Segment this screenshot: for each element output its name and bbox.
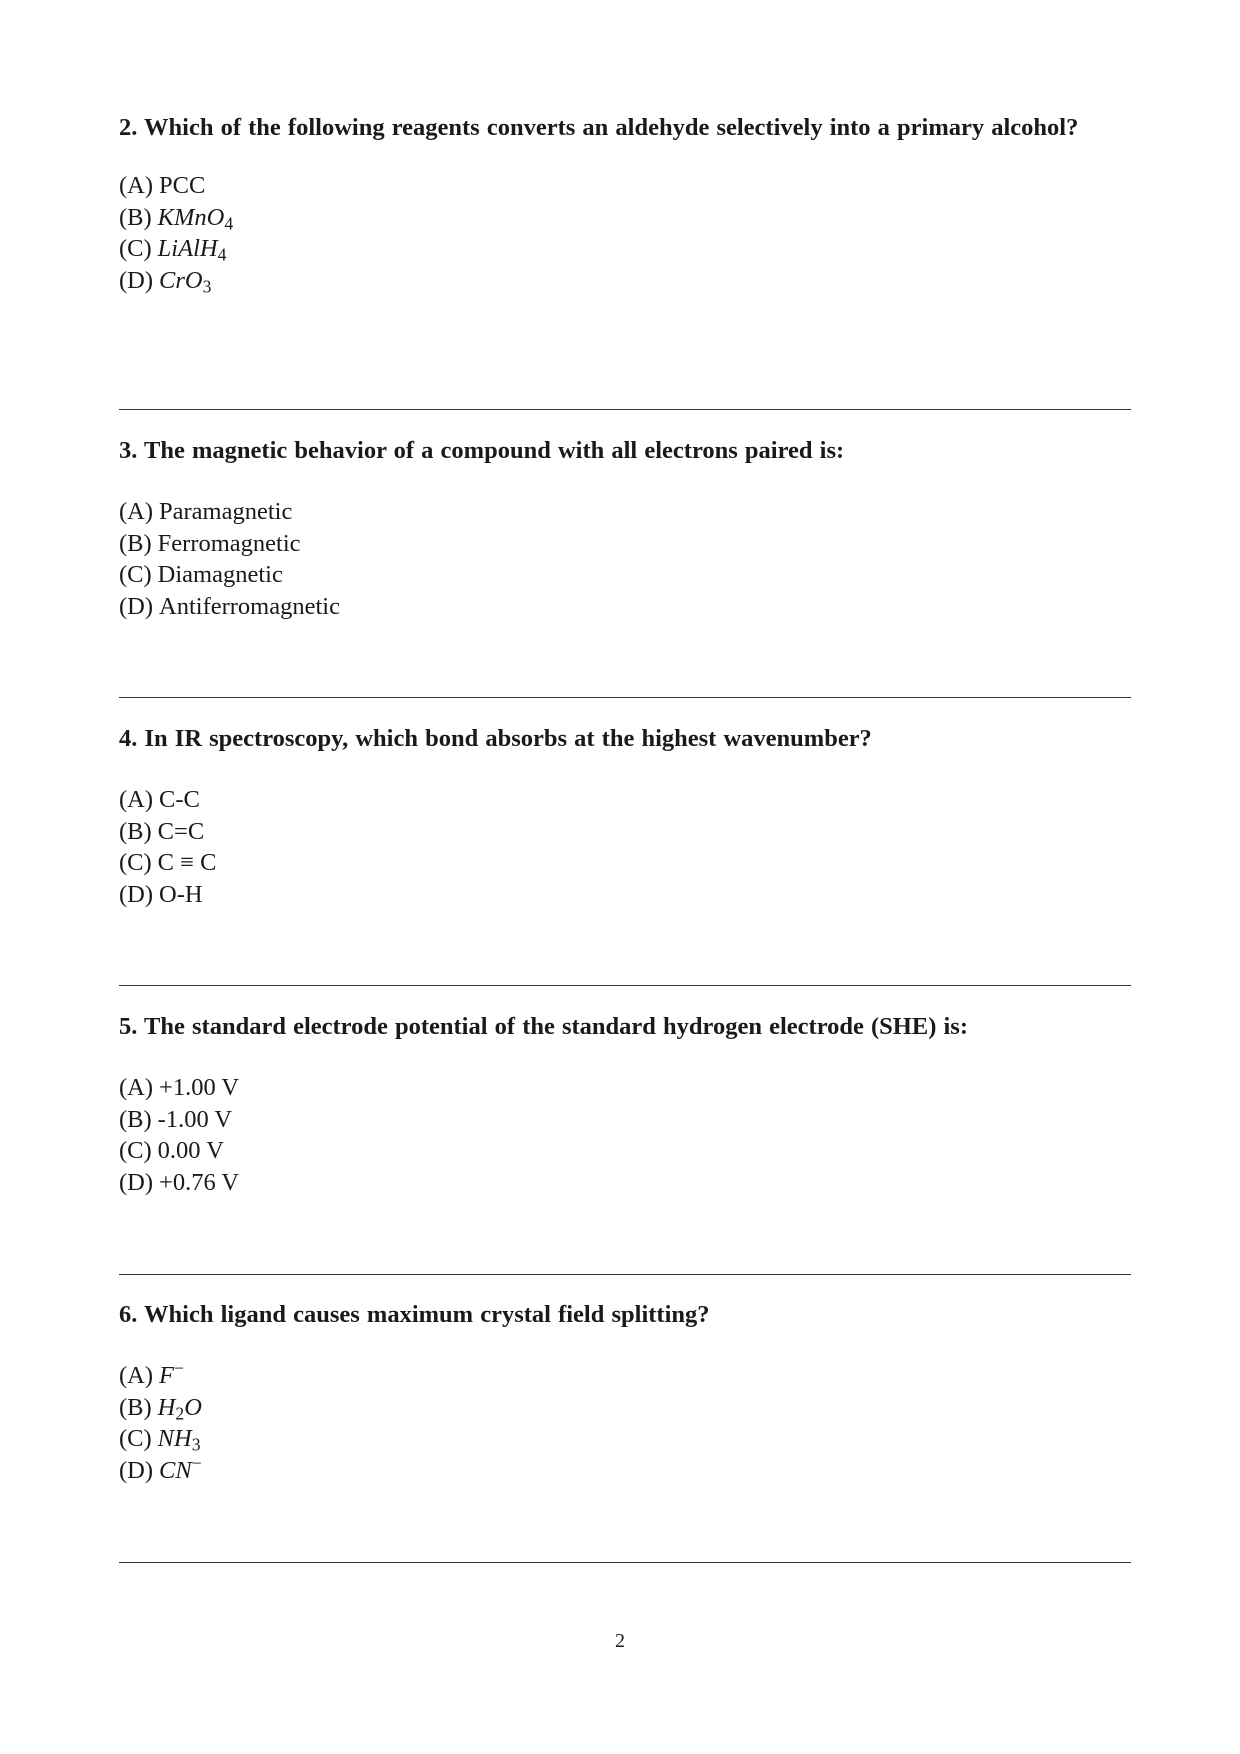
option-answer	[159, 1074, 239, 1101]
option-answer	[159, 1169, 239, 1196]
option-letter: (A)	[119, 172, 154, 199]
question-text: 3. The magnetic behavior of a compound with all electrons paired is:	[119, 437, 845, 464]
answer-text: C ≡ C	[157, 849, 217, 876]
option-answer	[158, 204, 234, 231]
superscript: −	[191, 1452, 202, 1473]
answer-text: O-H	[159, 880, 203, 908]
option-c	[119, 1423, 1131, 1455]
answer-text: +1.00 V	[159, 1074, 240, 1101]
subscript: 2	[175, 1402, 185, 1423]
divider	[119, 409, 1131, 410]
subscript: 3	[191, 1434, 201, 1455]
option-letter: (C)	[119, 1137, 152, 1164]
option-letter: (A)	[119, 786, 154, 813]
option-letter: (C)	[119, 1425, 152, 1452]
option-letter: (D)	[119, 1168, 154, 1196]
option-letter: (A)	[119, 498, 154, 525]
superscript: −	[173, 1358, 184, 1379]
option-b	[119, 816, 1131, 848]
answer-text: CrO	[159, 266, 203, 294]
option-answer	[159, 881, 203, 908]
option-letter: (B)	[119, 1105, 152, 1133]
option-answer	[158, 561, 283, 588]
divider	[119, 697, 1131, 698]
answer-text: +0.76 V	[159, 1168, 240, 1196]
option-letter: (C)	[119, 849, 152, 876]
question-text: 6. Which ligand causes maximum crystal field splitting?	[119, 1301, 710, 1328]
options-list	[119, 170, 1131, 296]
answer-text: Diamagnetic	[157, 561, 283, 588]
subscript: 3	[202, 275, 212, 296]
divider	[119, 985, 1131, 986]
option-answer	[159, 267, 211, 294]
question-text: 4. In IR spectroscopy, which bond absorbs at the highest wavenumber?	[119, 725, 872, 752]
option-d	[119, 591, 1131, 623]
option-letter: (D)	[119, 1456, 154, 1484]
option-answer	[157, 1425, 201, 1455]
question-4	[119, 724, 1131, 910]
answer-text: Ferromagnetic	[157, 529, 301, 557]
option-answer	[159, 786, 200, 813]
answer-text: LiAlH	[157, 235, 218, 262]
option-answer	[159, 593, 340, 620]
answer-text: F	[159, 1362, 174, 1389]
options-list	[119, 496, 1131, 622]
option-letter: (B)	[119, 817, 152, 845]
answer-text: Paramagnetic	[159, 498, 293, 525]
divider	[119, 1562, 1131, 1563]
answer-text: Antiferromagnetic	[159, 592, 340, 620]
question-text: 2. Which of the following reagents converts an aldehyde selectively into a primary alcohol?	[119, 114, 1079, 141]
option-answer	[158, 818, 205, 845]
option-a	[119, 496, 1131, 528]
answer-text: H	[157, 1393, 176, 1421]
answer-text: -1.00 V	[157, 1105, 233, 1133]
question-2	[119, 113, 1131, 296]
question-5	[119, 1012, 1131, 1198]
options-list	[119, 784, 1131, 910]
option-b	[119, 1104, 1131, 1136]
subscript: 4	[224, 212, 234, 233]
option-letter: (B)	[119, 203, 152, 231]
option-b	[119, 202, 1131, 234]
option-d	[119, 265, 1131, 297]
option-a	[119, 170, 1131, 202]
question-3	[119, 436, 1131, 622]
subscript: 4	[217, 244, 227, 265]
option-c	[119, 847, 1131, 879]
answer-text: CN	[159, 1456, 192, 1484]
option-d	[119, 1452, 1131, 1487]
question-6	[119, 1300, 1131, 1486]
option-letter: (A)	[119, 1074, 154, 1101]
option-c	[119, 1135, 1131, 1167]
option-d	[119, 879, 1131, 911]
answer-text: PCC	[159, 172, 206, 199]
answer-text: KMnO	[157, 203, 225, 231]
option-letter: (D)	[119, 592, 154, 620]
option-b	[119, 1392, 1131, 1424]
option-letter: (D)	[119, 880, 154, 908]
answer-text: C-C	[159, 786, 200, 813]
option-answer	[158, 1394, 202, 1421]
option-b	[119, 528, 1131, 560]
option-answer	[158, 1106, 232, 1133]
option-letter: (B)	[119, 1393, 152, 1421]
option-a	[119, 784, 1131, 816]
answer-text: NH	[157, 1425, 192, 1452]
option-letter: (B)	[119, 529, 152, 557]
option-c	[119, 559, 1131, 591]
option-answer	[158, 530, 301, 557]
divider	[119, 1274, 1131, 1275]
option-letter: (C)	[119, 561, 152, 588]
page-number: 2	[615, 1630, 625, 1652]
option-answer	[159, 172, 205, 199]
option-a	[119, 1072, 1131, 1104]
option-answer	[159, 1452, 202, 1484]
options-list	[119, 1072, 1131, 1198]
option-answer	[159, 498, 292, 525]
option-answer	[159, 1358, 184, 1389]
answer-text: O	[184, 1393, 202, 1421]
answer-text: C=C	[157, 817, 205, 845]
option-letter: (A)	[119, 1362, 154, 1389]
option-c	[119, 233, 1131, 265]
question-text: 5. The standard electrode potential of the standard hydrogen electrode (SHE) is:	[119, 1013, 968, 1040]
answer-text: 0.00 V	[157, 1137, 224, 1164]
option-d	[119, 1167, 1131, 1199]
option-answer	[158, 849, 217, 876]
option-answer	[158, 1137, 224, 1164]
option-a	[119, 1360, 1131, 1392]
option-letter: (C)	[119, 235, 152, 262]
options-list	[119, 1360, 1131, 1486]
option-letter: (D)	[119, 266, 154, 294]
option-answer	[157, 235, 227, 265]
